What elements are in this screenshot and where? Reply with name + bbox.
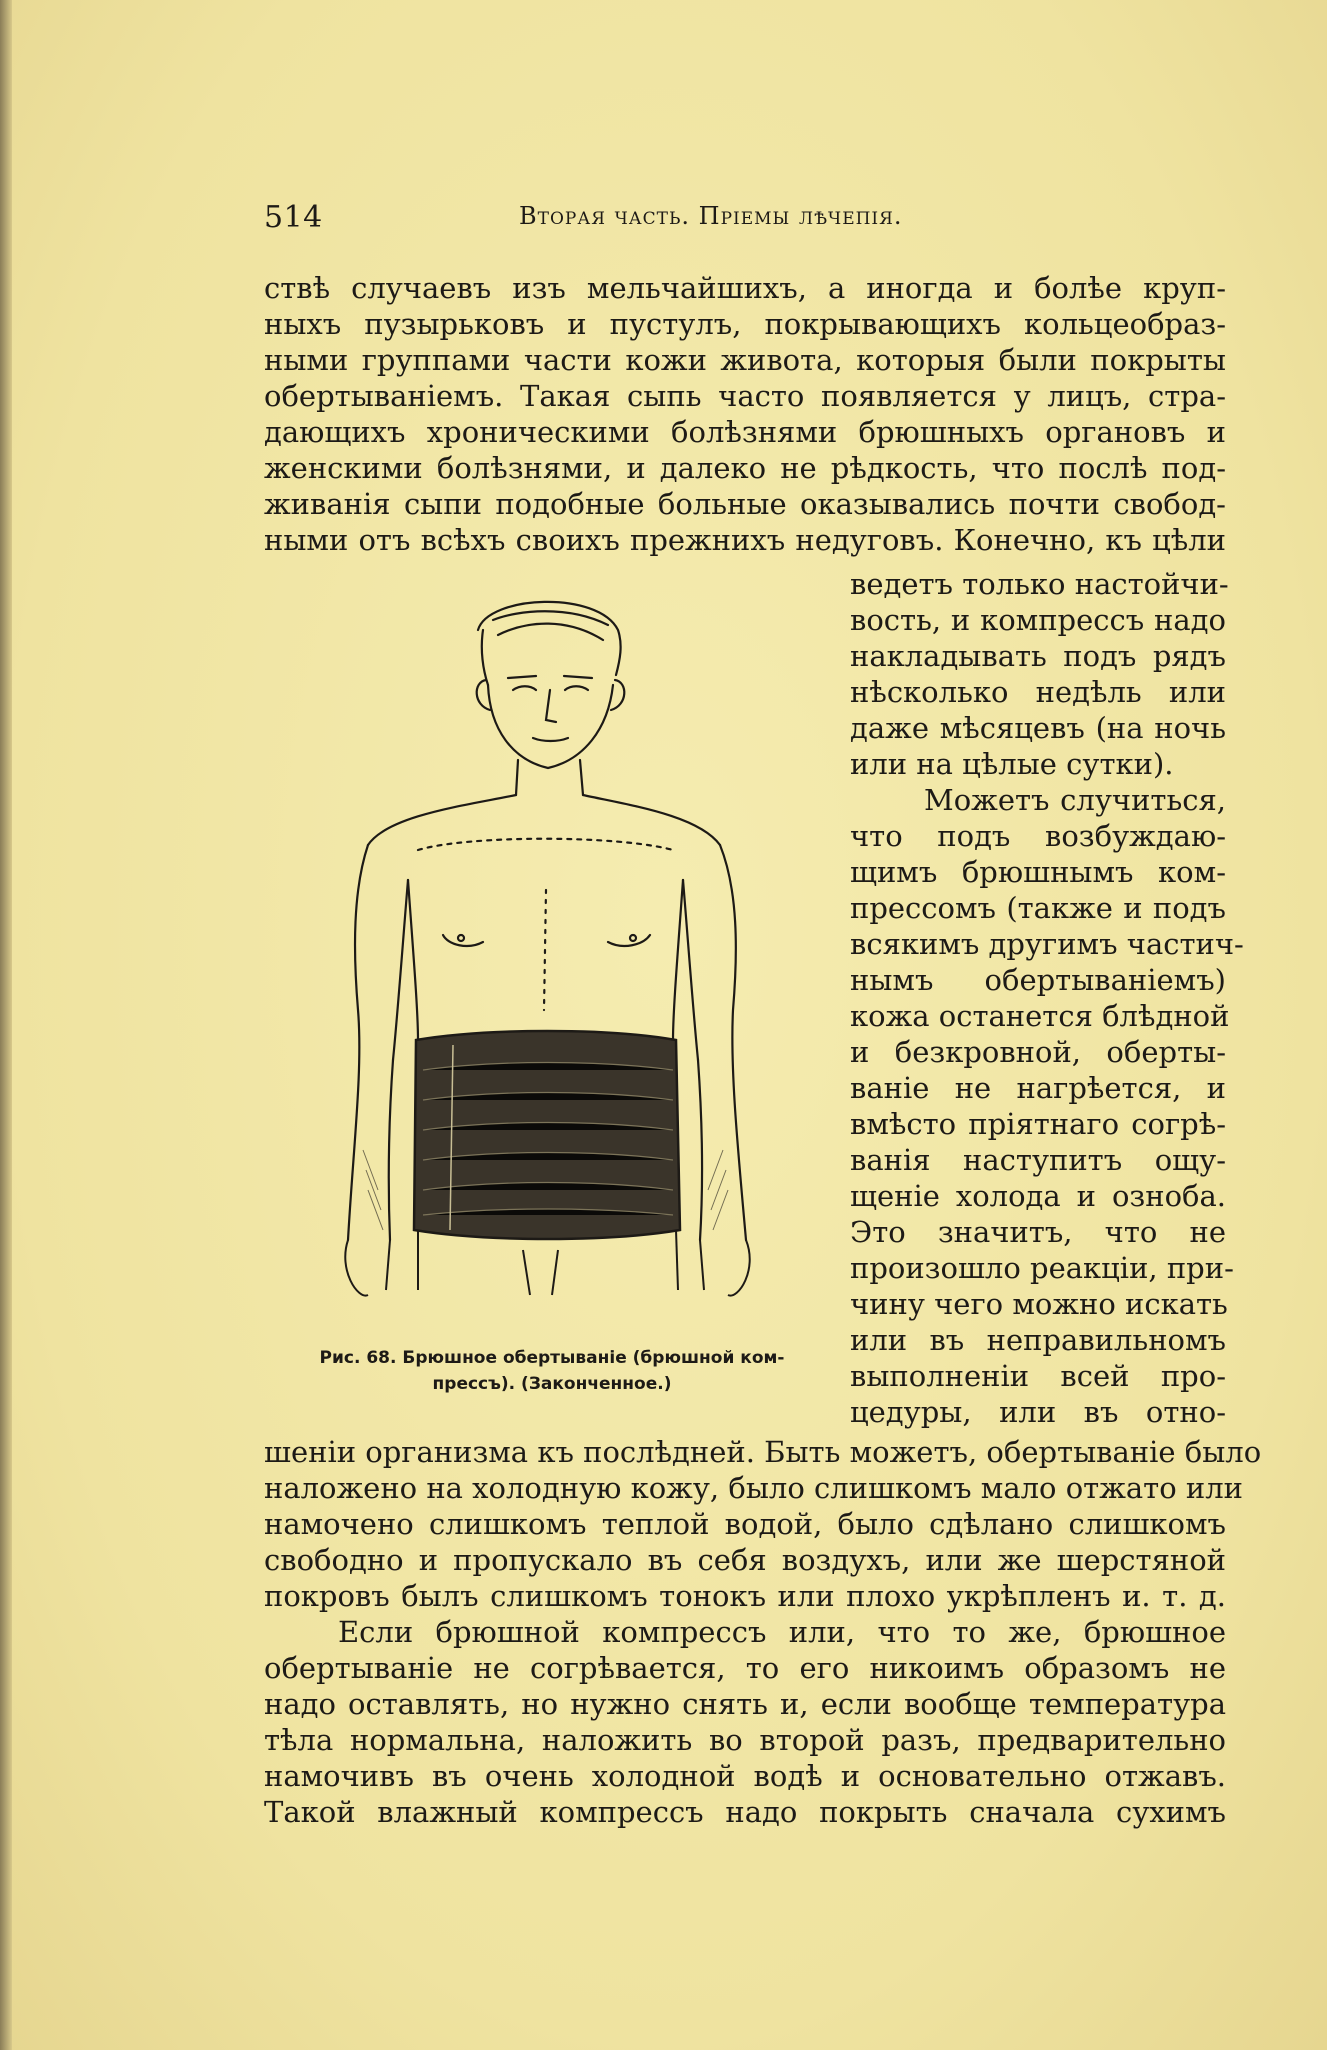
text-line: вость, и компрессъ надо <box>850 603 1226 637</box>
text-line: цедуры, или въ отно- <box>850 1395 1226 1429</box>
text-line: нѣсколько недѣль или <box>850 675 1226 709</box>
text-line: что подъ возбуждаю- <box>850 819 1226 853</box>
text-line: и безкровной, оберты- <box>850 1035 1226 1069</box>
text-line: ведетъ только настойчи- <box>850 567 1229 601</box>
figure-caption <box>282 1345 822 1397</box>
page-number: 514 <box>264 200 323 235</box>
text-line: щеніе холода и озноба. <box>850 1179 1226 1213</box>
right-column-text <box>850 566 1244 1430</box>
text-line: Такой влажный компрессъ надо покрыть сначала сухимъ <box>264 1795 1226 1829</box>
text-line: Если брюшной компрессъ или, что то же, брюшное <box>338 1615 1226 1649</box>
text-line: женскими болѣзнями, и далеко не рѣдкость, что послѣ под- <box>264 451 1226 485</box>
page-header <box>264 200 1024 240</box>
text-line: наложено на холодную кожу, было слишкомъ мало отжато или <box>264 1471 1243 1505</box>
top-paragraph <box>264 270 1226 558</box>
text-line: надо оставлять, но нужно снять и, если вообще температура <box>264 1687 1226 1721</box>
text-line: обертываніе не согрѣвается, то его никоимъ образомъ не <box>264 1651 1226 1685</box>
bottom-paragraph <box>264 1434 1262 1830</box>
caption-line: прессъ). (Законченное.) <box>432 1374 672 1394</box>
text-line: даже мѣсяцевъ (на ночь <box>850 711 1226 745</box>
text-line: вмѣсто пріятнаго согрѣ- <box>850 1107 1226 1141</box>
text-line: ныхъ пузырьковъ и пустулъ, покрывающихъ кольцеобраз- <box>264 307 1226 341</box>
text-line: выполненіи всей про- <box>850 1359 1226 1393</box>
text-line: живанія сыпи подобные больные оказывались почти свобод- <box>264 487 1226 521</box>
text-line: обертываніемъ. Такая сыпь часто появляется у лицъ, стра- <box>264 379 1226 413</box>
text-line: дающихъ хроническими болѣзнями брюшныхъ органовъ и <box>264 415 1226 449</box>
text-line: нымъ обертываніемъ) <box>850 963 1226 997</box>
text-line: свободно и пропускало въ себя воздухъ, или же шерстяной <box>264 1543 1226 1577</box>
text-line: тѣла нормальна, наложить во второй разъ, предварительно <box>264 1723 1226 1757</box>
text-line: всякимъ другимъ частич- <box>850 927 1244 961</box>
text-line: ными отъ всѣхъ своихъ прежнихъ недуговъ. Конечно, къ цѣли <box>264 523 1226 557</box>
abdominal-compress-figure <box>268 590 828 1320</box>
text-line: шеніи организма къ послѣдней. Быть можетъ, обертываніе было <box>264 1435 1262 1469</box>
text-line: намочено слишкомъ теплой водой, было сдѣлано слишкомъ <box>264 1507 1226 1541</box>
text-line: Это значитъ, что не <box>850 1215 1226 1249</box>
text-line: кожа останется блѣдной <box>850 999 1230 1033</box>
text-line: ваніе не нагрѣется, и <box>850 1071 1226 1105</box>
text-line: произошло реакціи, при- <box>850 1251 1234 1285</box>
text-line: чину чего можно искать <box>850 1287 1228 1321</box>
text-line: Можетъ случиться, <box>924 783 1226 817</box>
text-line: или въ неправильномъ <box>850 1323 1226 1357</box>
text-line: прессомъ (также и подъ <box>850 891 1226 925</box>
text-line: ванія наступитъ ощу- <box>850 1143 1226 1177</box>
text-line: ствѣ случаевъ изъ мельчайшихъ, а иногда и болѣе круп- <box>264 271 1226 305</box>
text-line: покровъ былъ слишкомъ тонокъ или плохо укрѣпленъ и. т. д. <box>264 1579 1226 1613</box>
abdominal-compress-band <box>414 1031 680 1239</box>
text-line: щимъ брюшнымъ ком- <box>850 855 1226 889</box>
text-line: накладывать подъ рядъ <box>850 639 1226 673</box>
page-gutter-edge <box>0 0 12 2050</box>
caption-line: Рис. 68. Брюшное обертываніе (брюшной ком- <box>319 1348 785 1368</box>
text-line: намочивъ въ очень холодной водѣ и основательно отжавъ. <box>264 1759 1226 1793</box>
running-head: Вторая часть. Пріемы лѣчепія. <box>519 202 903 230</box>
man-torso-illustration-icon <box>268 590 828 1320</box>
text-line: ными группами части кожи живота, которыя были покрыты <box>264 343 1226 377</box>
text-line: или на цѣлые сутки). <box>850 747 1174 781</box>
